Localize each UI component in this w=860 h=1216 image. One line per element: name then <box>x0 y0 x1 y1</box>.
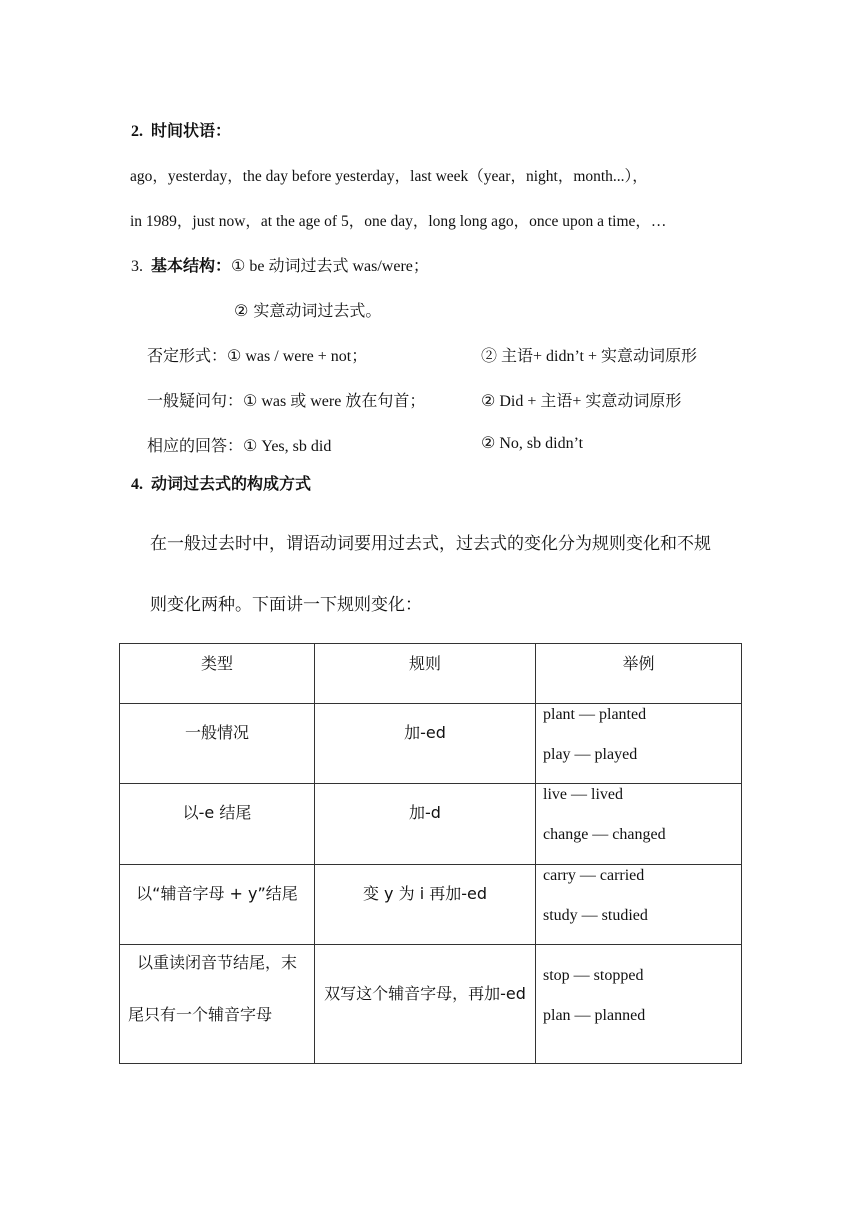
section-title: 时间状语： <box>151 121 232 140</box>
cell-examples <box>536 865 742 945</box>
negative-left: ① was / were + not； <box>227 348 368 365</box>
section-number: 2. <box>131 123 143 140</box>
example-1: live — lived <box>543 786 623 803</box>
type-line-2: 尾只有一个辅音字母 <box>128 1005 273 1024</box>
header-cell-rule: 规则 <box>315 644 536 704</box>
header-cell-type: 类型 <box>120 644 315 704</box>
answer-row <box>147 433 331 456</box>
regular-change-table <box>119 643 742 1064</box>
cell-rule: 变 y 为 i 再加-ed <box>315 865 536 945</box>
section-3-heading <box>131 253 429 276</box>
example-2: change — changed <box>543 826 666 843</box>
paragraph-line-1: 在一般过去时中，谓语动词要用过去式，过去式的变化分为规则变化和不规 <box>150 534 711 554</box>
table-header-row <box>120 644 742 704</box>
cell-type: 以“辅音字母 + y”结尾 <box>120 865 315 945</box>
example-2: plan — planned <box>543 1007 646 1024</box>
table-row <box>120 945 742 1064</box>
section-2-heading <box>131 118 231 141</box>
question-left: ① was 或 were 放在句首； <box>243 393 426 410</box>
answer-label: 相应的回答： <box>147 436 244 455</box>
cell-examples <box>536 945 742 1064</box>
table-row <box>120 865 742 945</box>
cell-type: 一般情况 <box>120 704 315 784</box>
question-row <box>147 388 425 411</box>
question-right: ② Did + 主语+ 实意动词原形 <box>481 393 682 410</box>
cell-rule: 加-ed <box>315 704 536 784</box>
cell-rule: 双写这个辅音字母，再加-ed <box>315 945 536 1064</box>
negative-label: 否定形式： <box>147 346 228 365</box>
example-2: study — studied <box>543 907 648 924</box>
section-title: 基本结构： <box>151 256 232 275</box>
paragraph-line-2: 则变化两种。下面讲一下规则变化： <box>150 595 422 615</box>
example-2: play — played <box>543 746 638 763</box>
time-adverbials-line-2: in 1989，just now，at the age of 5，one day，long long ago，once upon a time，… <box>130 213 667 230</box>
section-4-heading <box>131 471 311 494</box>
cell-examples <box>536 704 742 784</box>
example-1: stop — stopped <box>543 967 644 984</box>
cell-type <box>120 945 315 1064</box>
table-row <box>120 784 742 865</box>
cell-examples <box>536 784 742 865</box>
negative-right: ② 主语+ didn’t + 实意动词原形 <box>481 348 697 365</box>
answer-left: ① Yes, sb did <box>243 438 332 455</box>
header-cell-example: 举例 <box>536 644 742 704</box>
structure-1: ① be 动词过去式 was/were； <box>231 258 429 275</box>
question-label: 一般疑问句： <box>147 391 244 410</box>
cell-rule: 加-d <box>315 784 536 865</box>
cell-type: 以-e 结尾 <box>120 784 315 865</box>
answer-right: ② No, sb didn’t <box>481 435 584 452</box>
example-1: plant — planted <box>543 706 647 723</box>
example-1: carry — carried <box>543 867 645 884</box>
negative-form-row <box>147 343 367 366</box>
section-number: 4. <box>131 476 143 493</box>
table-row <box>120 704 742 784</box>
time-adverbials-line-1: ago，yesterday，the day before yesterday，last week（year，night，month...）， <box>130 168 648 185</box>
structure-2: ② 实意动词过去式。 <box>234 301 382 320</box>
section-title: 动词过去式的构成方式 <box>151 474 312 493</box>
type-line-1: 以重读闭音节结尾，末 <box>136 953 297 972</box>
section-number: 3. <box>131 258 143 275</box>
